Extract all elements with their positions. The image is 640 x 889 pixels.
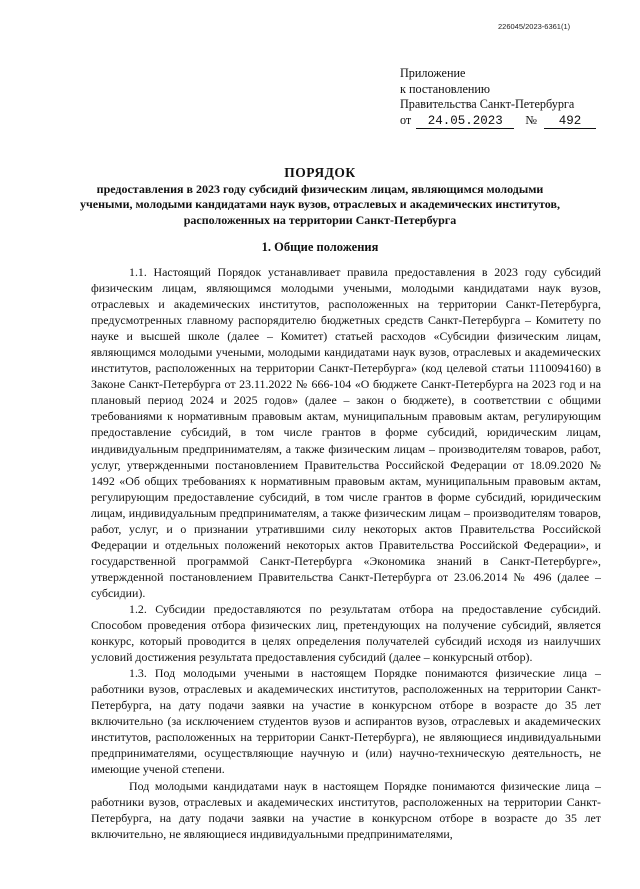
appendix-block [400,66,610,129]
appendix-line-1: Приложение [400,66,466,80]
decree-date: 24.05.2023 [416,115,514,129]
document-subtitle: предоставления в 2023 году субсидий физическим лицам, являющимся молодыми учеными, молодыми кандидатами наук вузов, отраслевых и академических институтов, расположенных на территории Санкт-Петербурга [80,182,560,227]
decree-number: 492 [544,115,596,129]
document-title: ПОРЯДОК [284,165,356,180]
paragraph: Под молодыми кандидатами наук в настоящем Порядке понимаются физические лица – работники вузов, отраслевых и академических институтов, расположенных на территории Санкт-Петербурга, на дату подачи заявки на участие в конкурсном отборе в возрасте до 35 лет включительно, не являющиеся индивидуальными предпринимателями, [91,778,601,841]
appendix-date-line [400,113,610,129]
paragraph: 1.2. Субсидии предоставляются по результатам отбора на предоставление субсидий. Способом проведения отбора физических лиц, претендующих на получение субсидий, является конкурс, который проводится в целях определения получателей субсидий исходя из наилучших условий достижения результата предоставления субсидий (далее – конкурсный отбор). [91,601,601,665]
paragraph: 1.1. Настоящий Порядок устанавливает правила предоставления в 2023 году субсидий физическим лицам, являющимся молодыми учеными, молодыми кандидатами наук вузов, отраслевых и академических институтов, расположенных на территории Санкт-Петербурга, предусмотренных главному распорядителю бюджетных средств Санкт-Петербурга – Комитету по науке и высшей школе (далее – Комитет) статьей расходов «Субсидии физическим лицам, являющимся молодыми учеными, молодыми кандидатами наук вузов, отраслевых и академических институтов, расположенных на территории Санкт-Петербурга» (код целевой статьи 1110094160) в Законе Санкт-Петербурга от 23.11.2022 № 666-104 «О бюджете Санкт-Петербурга на 2023 год и на плановый период 2024 и 2025 годов» (далее – закон о бюджете), в соответствии с общими требованиями к нормативным правовым актам, муниципальным правовым актам, регулирующим предоставление субсидий, в том числе грантов в форме субсидий, юридическим лицам, индивидуальным предпринимателям, а также физическим лицам – производителям товаров, работ, услуг, утвержденными постановлением Правительства Российской Федерации от 18.09.2020 № 1492 «Об общих требованиях к нормативным правовым актам, муниципальным правовым актам, регулирующим предоставление субсидий, в том числе грантов в форме субсидий, юридическим лицам, индивидуальным предпринимателям, а также физическим лицам – производителям товаров, работ, услуг, и о признании утратившими силу некоторых актов Правительства Российской Федерации и отдельных положений некоторых актов Правительства Российской Федерации», и государственной программой Санкт-Петербурга «Экономика знаний в Санкт-Петербурге», утвержденной постановлением Правительства Санкт-Петербурга от 23.06.2014 № 496 (далее – субсидии). [91,265,601,600]
paragraph: 1.3. Под молодыми учеными в настоящем Порядке понимаются физические лица – работники вузов, отраслевых и академических институтов, расположенных на территории Санкт-Петербурга, на дату подачи заявки на участие в конкурсном отборе в возрасте до 35 лет включительно (за исключением студентов вузов и аспирантов вузов, отраслевых и академических институтов, расположенных на территории Санкт-Петербурга), не являющиеся индивидуальными предпринимателями, осуществляющие научную и (или) научно-техническую деятельность, не имеющие ученой степени. [91,666,601,777]
registration-stamp: 226045/2023-6361(1) [498,22,571,31]
section-heading: 1. Общие положения [261,240,379,254]
date-prefix: от [400,112,412,127]
number-prefix: № [525,112,537,127]
appendix-line-2: к постановлению [400,81,491,96]
document-body [91,264,601,842]
appendix-line-3: Правительства Санкт-Петербурга [400,97,575,111]
